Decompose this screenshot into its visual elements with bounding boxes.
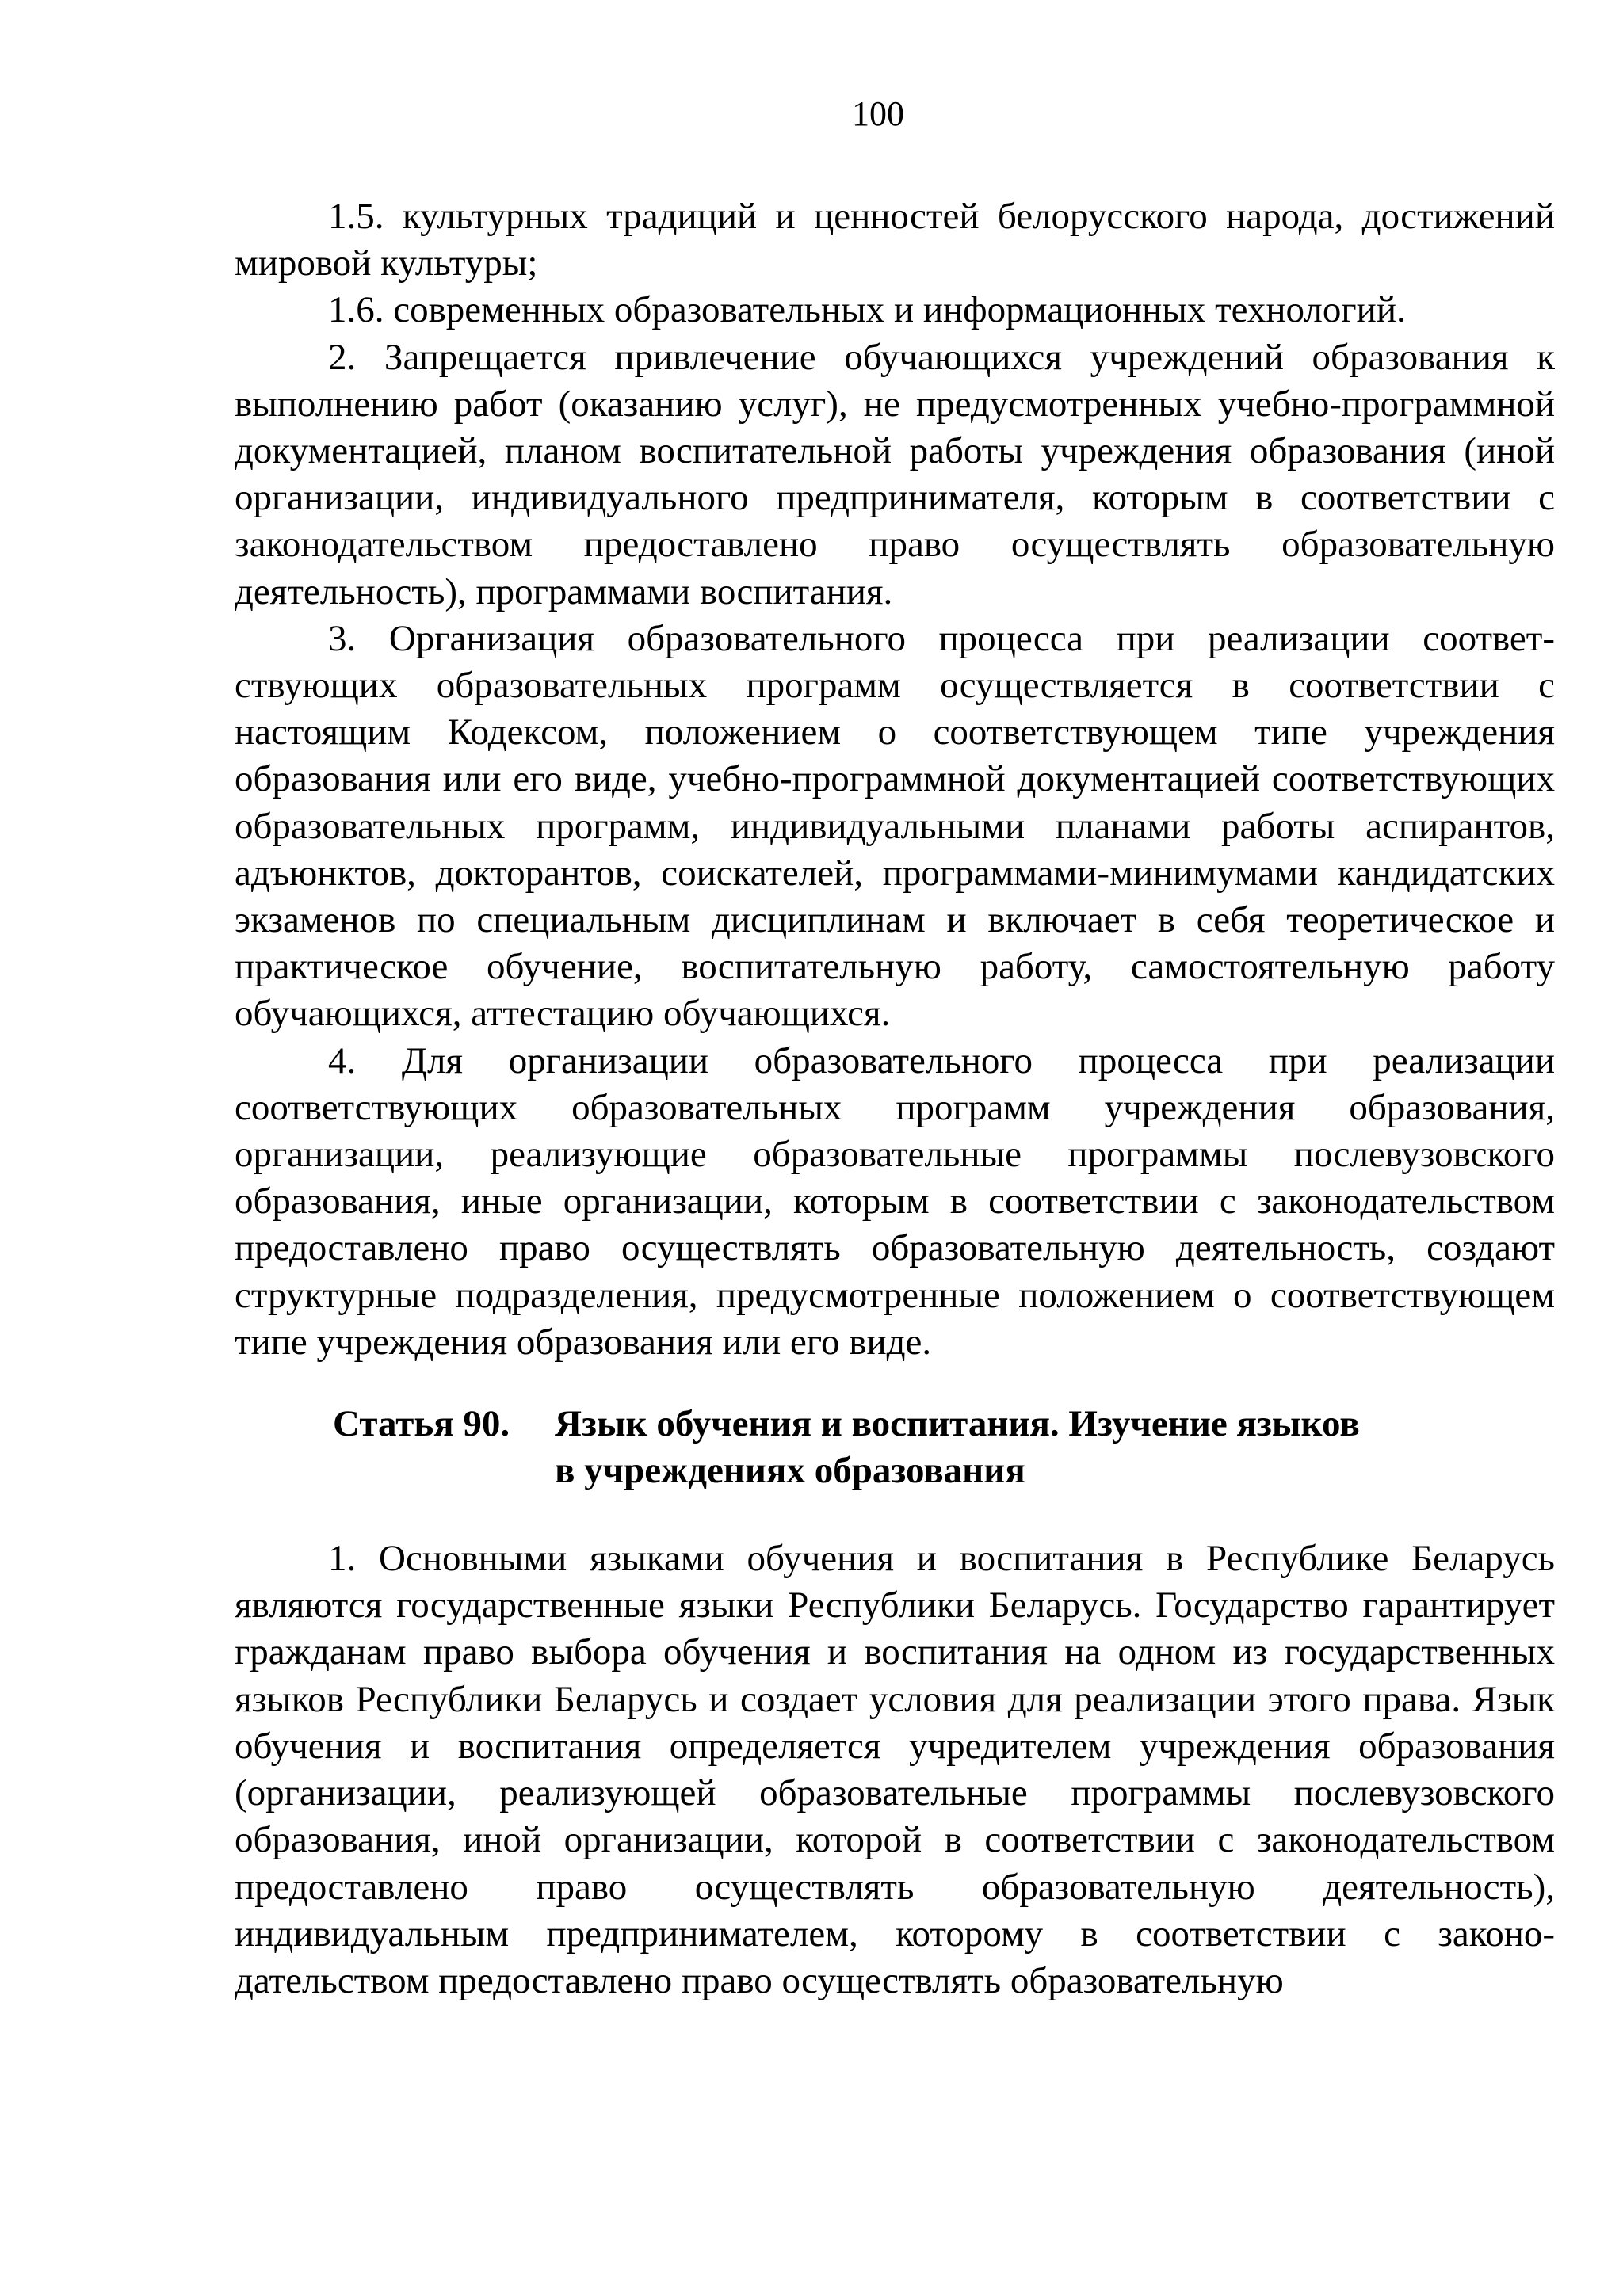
article-title-line-1: Язык обучения и воспитания. Изучение языков [555,1403,1360,1445]
article-label: Статья 90. [333,1403,510,1445]
article-heading [235,1401,1555,1494]
article-90-paragraph-1: 1. Основными языками обучения и воспитания в Республике Беларусь являются государственные языки Республики Беларусь. Государство гарантирует гражданам право выбора обучения и воспитания на одном из государственных языков Республики Беларусь и создает условия для реализации этого права. Язык обучения и воспитания определяется учредителем учреждения образования (организации, реализующей образовательные программы послевузовского образования, иной организации, которой в соответствии с законодательством предоставлено право осуществлять образовательную деятельность), индивидуальным предпринимателем, которому в соответствии с законодательством предоставлено право осуществлять образовательную [235,1538,1555,2001]
paragraph-3: 3. Организация образовательного процесса при реализации соответствующих образовательных программ осуществляется в соответствии с настоящим Кодексом, положением о соответствующем типе учреждения образования или его виде, учебно-программной документацией соответствующих образовательных программ, индивидуальными планами работы аспирантов, адъюнктов, докторантов, соискателей, программами-минимумами кандидатских экзаменов по специальным дисциплинам и включает в себя теоретическое и практическое обучение, воспитательную работу, самостоятельную работу обучающихся, аттестацию обучающихся. [235,617,1555,1035]
article-title-line-2: в учреждениях образования [555,1450,1025,1492]
paragraph-2: 2. Запрещается привлечение обучающихся учреждений образования к выполнению работ (оказанию услуг), не предусмотренных учебно-программной документацией, планом воспитательной работы учреждения образования (иной организации, индивидуального предпринимателя, которым в соответствии с законодательством предоставлено право осуществлять образовательную деятельность), программами воспитания. [235,336,1555,612]
page-number: 100 [852,94,904,133]
paragraph-1-6: 1.6. современных образовательных и информационных технологий. [328,289,1406,331]
paragraph-1-5: 1.5. культурных традиций и ценностей белорусского народа, достижений мировой культуры; [235,196,1555,284]
document-body [235,193,1555,2004]
paragraph-4: 4. Для организации образовательного процесса при реализации соответствующих образовательных программ учреждения образования, организации, реализующие образовательные программы послевузовского образования, иные организации, которым в соответствии с законодательством предоставлено право осуществлять образовательную деятельность, создают структурные подразделения, предусмотренные положением о соответствующем типе учреждения образования или его виде. [235,1039,1555,1363]
